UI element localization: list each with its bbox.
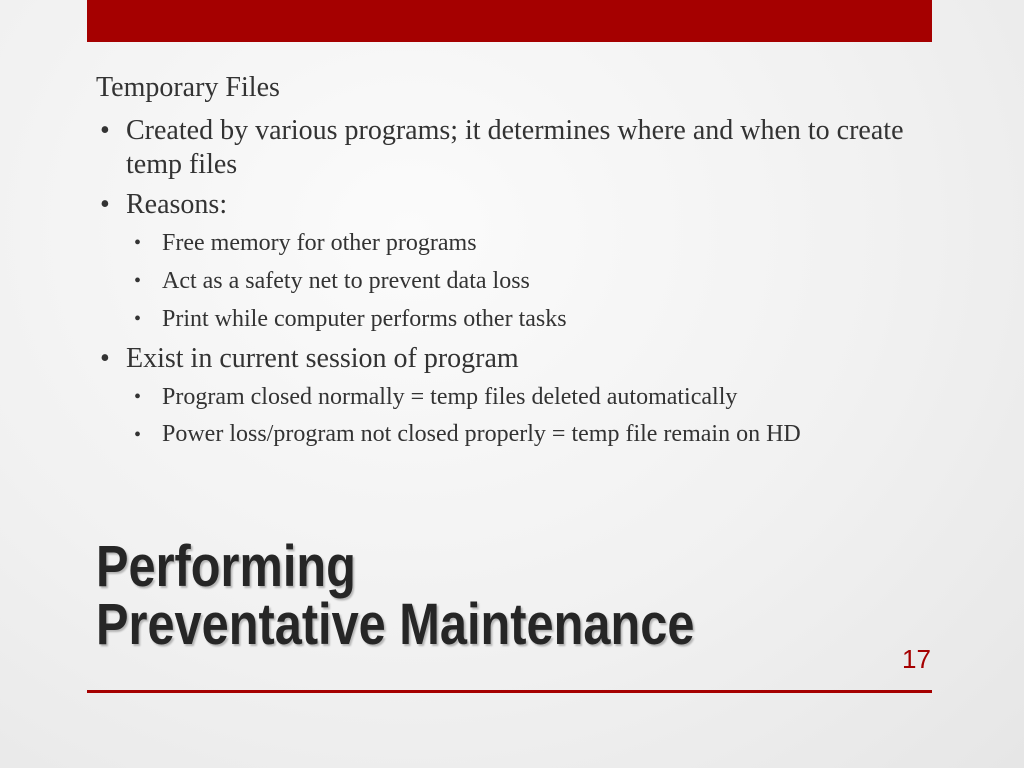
bullet-icon: • — [100, 343, 110, 374]
sub-bullet-text: Program closed normally = temp files deleted automatically — [162, 384, 738, 410]
sub-bullet-icon: • — [134, 308, 142, 330]
top-accent-bar — [87, 0, 932, 42]
sub-bullet-text: Free memory for other programs — [162, 230, 477, 256]
slide-title — [96, 534, 751, 657]
sub-bullet-item — [96, 226, 926, 260]
sub-bullet-item — [96, 264, 926, 298]
sub-bullet-text: Act as a safety net to prevent data loss — [162, 268, 530, 294]
sub-bullet-icon: • — [134, 386, 142, 408]
sub-bullet-item — [96, 302, 926, 336]
slide-heading: Temporary Files — [96, 72, 280, 103]
bullet-item — [96, 188, 926, 222]
bullet-icon: • — [100, 115, 110, 146]
bottom-accent-rule — [87, 690, 932, 693]
slide-body — [96, 68, 926, 450]
bullet-text: Created by various programs; it determines where and when to create temp files — [126, 115, 904, 180]
slide-title-line1: Performing — [96, 534, 356, 599]
sub-bullet-text: Print while computer performs other tasks — [162, 306, 567, 332]
slide-number: 17 — [902, 644, 931, 674]
bullet-text: Exist in current session of program — [126, 343, 519, 374]
sub-bullet-text: Power loss/program not closed properly = temp file remain on HD — [162, 421, 801, 447]
bullet-item — [96, 114, 926, 182]
bullet-icon: • — [100, 189, 110, 220]
bullet-list — [96, 114, 926, 450]
sub-bullet-item — [96, 380, 926, 414]
bullet-text: Reasons: — [126, 189, 228, 220]
sub-bullet-icon: • — [134, 270, 142, 292]
slide-title-line2: Preventative Maintenance — [96, 592, 695, 657]
sub-bullet-item — [96, 418, 926, 450]
bullet-item — [96, 342, 926, 376]
sub-bullet-icon: • — [134, 232, 142, 254]
sub-bullet-icon: • — [134, 424, 142, 446]
